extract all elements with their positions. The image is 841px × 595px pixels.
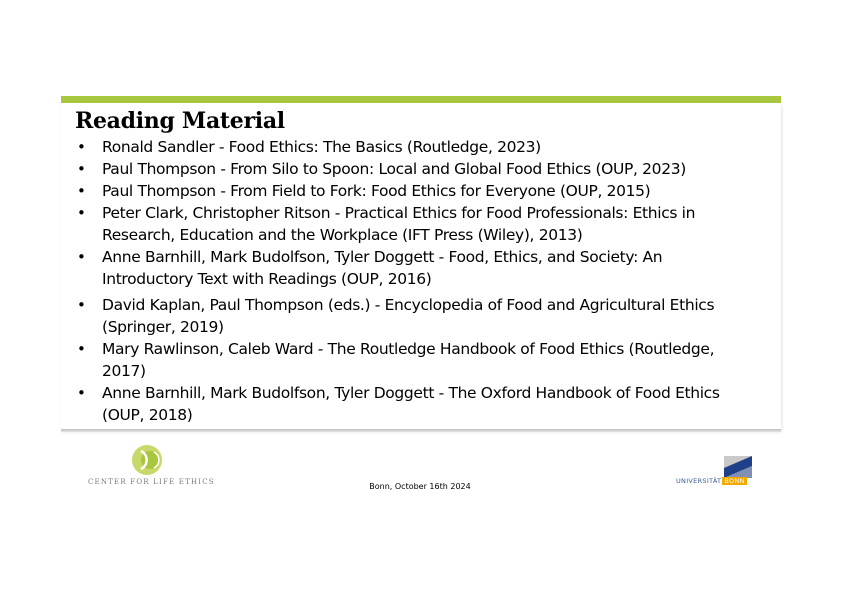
list-item-line: Paul Thompson - From Silo to Spoon: Local and Global Food Ethics (OUP, 2023) (102, 160, 686, 178)
uni-logo-city: BONN (724, 477, 745, 485)
list-item-line: Paul Thompson - From Field to Fork: Food Ethics for Everyone (OUP, 2015) (102, 182, 651, 200)
slide-title: Reading Material (75, 108, 285, 134)
list-item-line: Anne Barnhill, Mark Budolfson, Tyler Doggett - The Oxford Handbook of Food Ethics (102, 384, 720, 402)
list-item (75, 180, 765, 202)
list-item (75, 158, 765, 180)
title-accent-bar (61, 96, 781, 103)
cle-logo-text: CENTER FOR LIFE ETHICS (88, 478, 215, 486)
uni-logo-wordmark (676, 477, 747, 486)
bullet-icon: • (77, 340, 86, 358)
list-item-line: Research, Education and the Workplace (IFT Press (Wiley), 2013) (102, 226, 583, 244)
list-item-line: Peter Clark, Christopher Ritson - Practical Ethics for Food Professionals: Ethics in (102, 204, 696, 222)
center-for-life-ethics-logo (88, 441, 215, 491)
list-item-line: Introductory Text with Readings (OUP, 2016) (102, 270, 432, 288)
list-item-line: (OUP, 2018) (102, 406, 193, 424)
reading-list (75, 136, 765, 426)
cle-logo-icon (130, 443, 166, 477)
list-item (75, 294, 765, 338)
bullet-icon: • (77, 296, 86, 314)
bullet-icon: • (77, 160, 86, 178)
list-item (75, 246, 765, 290)
universitaet-bonn-logo (676, 456, 756, 488)
list-item-line: (Springer, 2019) (102, 318, 224, 336)
list-item (75, 338, 765, 382)
uni-logo-word: UNIVERSITÄT (676, 477, 722, 485)
list-item-line: David Kaplan, Paul Thompson (eds.) - Encyclopedia of Food and Agricultural Ethics (102, 296, 715, 314)
bullet-icon: • (77, 248, 86, 266)
bullet-icon: • (77, 384, 86, 402)
bullet-icon: • (77, 138, 86, 156)
list-item-line: Mary Rawlinson, Caleb Ward - The Routledge Handbook of Food Ethics (Routledge, (102, 340, 715, 358)
footer-date: Bonn, October 16th 2024 (369, 482, 471, 491)
list-item (75, 382, 765, 426)
list-item-line: Anne Barnhill, Mark Budolfson, Tyler Doggett - Food, Ethics, and Society: An (102, 248, 663, 266)
list-item (75, 202, 765, 246)
uni-bonn-logo-icon (724, 456, 752, 478)
list-item-line: 2017) (102, 362, 146, 380)
bottom-divider (61, 429, 781, 432)
list-item (75, 136, 765, 158)
bullet-icon: • (77, 204, 86, 222)
list-item-line: Ronald Sandler - Food Ethics: The Basics (Routledge, 2023) (102, 138, 541, 156)
bullet-icon: • (77, 182, 86, 200)
